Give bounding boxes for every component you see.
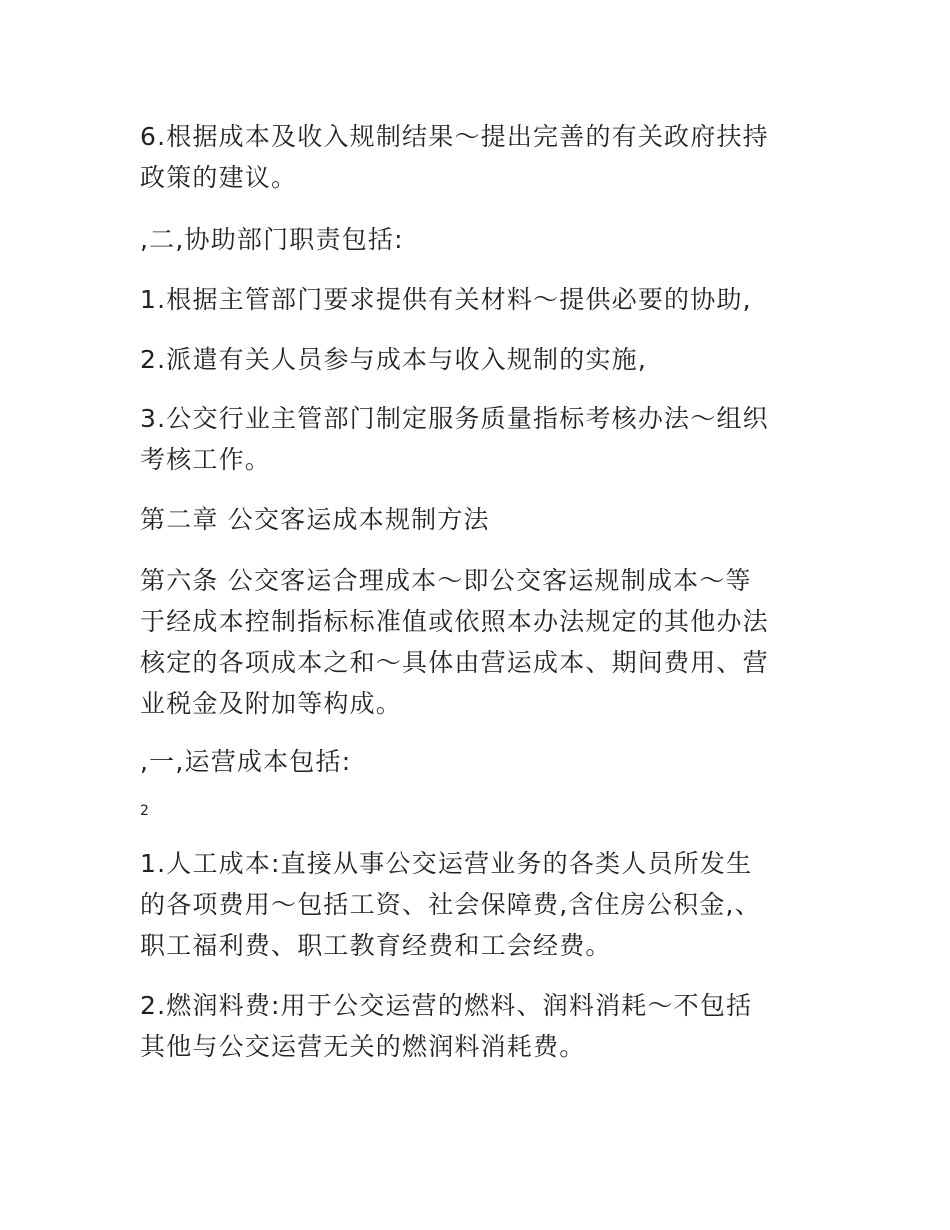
text-line: 政策的建议。: [140, 163, 298, 192]
text-line: 第六条 公交客运合理成本～即公交客运规制成本～等: [140, 566, 752, 595]
text-line: 3.公交行业主管部门制定服务质量指标考核办法～组织: [140, 404, 769, 433]
text-line: 业税金及附加等构成。: [140, 689, 403, 718]
text-line: 2.派遣有关人员参与成本与收入规制的实施,: [140, 345, 648, 374]
page-number: 2: [140, 803, 149, 819]
paragraph-item-2: [140, 339, 820, 380]
chapter-heading: [140, 499, 820, 540]
paragraph-item-6: [140, 116, 820, 198]
text-line: 的各项费用～包括工资、社会保障费,含住房公积金,、: [140, 890, 761, 919]
text-line: ,二,协助部门职责包括:: [140, 225, 404, 254]
text-line: 于经成本控制指标标准值或依照本办法规定的其他办法: [140, 607, 769, 636]
paragraph-labor-cost: [140, 843, 820, 966]
text-line: 考核工作。: [140, 445, 272, 474]
text-line: 6.根据成本及收入规制结果～提出完善的有关政府扶持: [140, 122, 769, 151]
text-line: 其他与公交运营无关的燃润料消耗费。: [140, 1032, 586, 1061]
paragraph-item-3: [140, 398, 820, 480]
text-line: 职工福利费、职工教育经费和工会经费。: [140, 931, 612, 960]
section-heading-assist-duties: [140, 219, 820, 260]
article-six: [140, 560, 820, 724]
text-line: 核定的各项成本之和～具体由营运成本、期间费用、营: [140, 648, 769, 677]
text-line: 2.燃润料费:用于公交运营的燃料、润料消耗～不包括: [140, 991, 753, 1020]
section-heading-operating-costs: [140, 741, 820, 782]
text-line: 1.根据主管部门要求提供有关材料～提供必要的协助,: [140, 285, 752, 314]
paragraph-fuel-cost: [140, 985, 820, 1067]
paragraph-item-1: [140, 279, 820, 320]
text-line: 1.人工成本:直接从事公交运营业务的各类人员所发生: [140, 849, 753, 878]
text-line: ,一,运营成本包括:: [140, 747, 352, 776]
text-line: 第二章 公交客运成本规制方法: [140, 505, 490, 534]
